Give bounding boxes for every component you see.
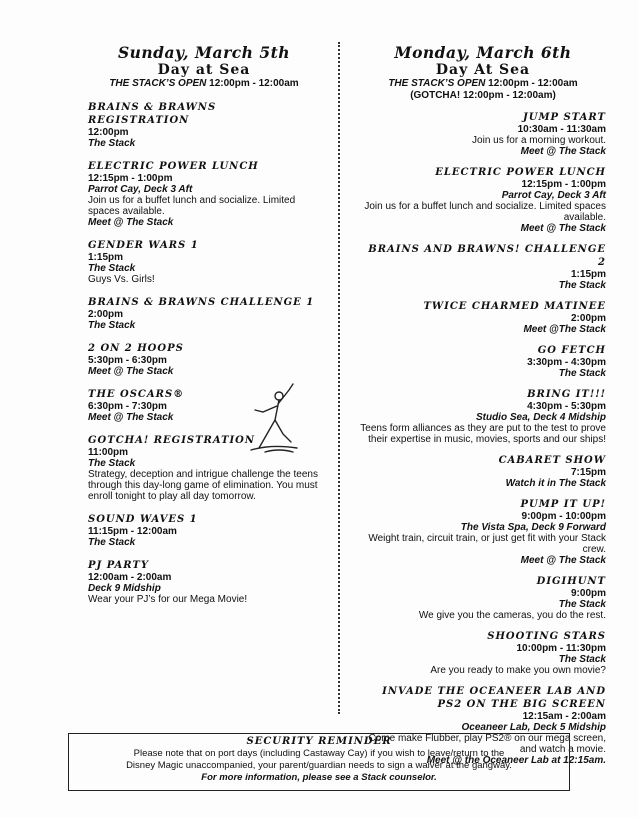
event-meeting-point: Meet @ the Oceaneer Lab at 12:15am. [426, 755, 606, 766]
event-item [88, 342, 320, 377]
monday-event-list [360, 111, 606, 766]
event-description: Strategy, deception and intrigue challenge the teens through this day-long game of elimination. You must enroll tonight to play all day tomorrow. [88, 469, 318, 502]
event-description: Come make Flubber, play PS2® on our mega screen, and watch a movie. [368, 733, 606, 755]
event-location: Watch it in The Stack [505, 478, 606, 489]
sunday-open-hours [88, 78, 320, 90]
dancer-illustration [245, 382, 309, 456]
event-location: The Stack [88, 320, 136, 331]
event-title: ELECTRIC POWER LUNCH [88, 161, 259, 172]
sunday-open-label: THE STACK’S OPEN [109, 78, 207, 89]
event-location: Parrot Cay, Deck 3 Aft [88, 184, 193, 195]
event-time: 1:15pm [88, 252, 124, 263]
event-description: Join us for a buffet lunch and socialize. Limited spaces available. [88, 195, 296, 217]
event-description: Weight train, circuit train, or just get fit with your Stack crew. [368, 533, 606, 555]
event-location: The Stack [88, 458, 136, 469]
event-location: The Stack [558, 280, 606, 291]
event-time: 12:15pm - 1:00pm [88, 173, 173, 184]
event-time: 6:30pm - 7:30pm [88, 401, 167, 412]
event-title: DIGIHUNT [536, 576, 606, 587]
event-location: The Stack [88, 263, 136, 274]
event-time: 9:00pm - 10:00pm [521, 511, 606, 522]
event-time: 2:00pm [570, 313, 606, 324]
event-meeting-point: Meet @ The Stack [520, 146, 606, 157]
event-description: Wear your PJ’s for our Mega Movie! [88, 594, 248, 605]
monday-open-hours [360, 78, 606, 90]
event-location: Meet @ The Stack [88, 366, 174, 377]
event-item [360, 630, 606, 676]
event-item [88, 513, 320, 548]
event-location: The Stack [558, 368, 606, 379]
event-title: BRAINS & BRAWNS REGISTRATION [88, 102, 217, 126]
event-title: SHOOTING STARS [487, 631, 606, 642]
security-reminder-box [68, 733, 570, 791]
column-divider [338, 42, 340, 714]
event-time: 3:30pm - 4:30pm [527, 357, 606, 368]
event-location: Studio Sea, Deck 4 Midship [475, 412, 606, 423]
security-title: SECURITY REMINDER [246, 736, 392, 747]
event-time: 4:30pm - 5:30pm [527, 401, 606, 412]
sunday-open-time: 12:00pm - 12:00am [209, 78, 299, 89]
event-title: INVADE THE OCEANEER LAB AND PS2 ON THE BIG SCREEN [382, 686, 606, 710]
event-meeting-point: Meet @ The Stack [520, 555, 606, 566]
sunday-event-list [88, 101, 320, 605]
monday-open-time: 12:00pm - 12:00am [488, 78, 578, 89]
event-location: The Stack [88, 537, 136, 548]
event-meeting-point: Meet @ The Stack [88, 217, 174, 228]
event-location: Meet @ The Stack [88, 412, 174, 423]
event-time: 10:00pm - 11:30pm [516, 643, 606, 654]
event-location: The Stack [558, 599, 606, 610]
event-location: Meet @The Stack [523, 324, 606, 335]
event-description: Teens form alliances as they are put to the test to prove their expertise in music, movies, sports and our ships! [360, 423, 606, 445]
sunday-title: Sunday, March 5th [117, 43, 291, 62]
event-item [360, 243, 606, 291]
event-item [88, 559, 320, 605]
event-item [88, 101, 320, 149]
event-item [360, 111, 606, 157]
event-item [360, 166, 606, 234]
event-location: The Stack [558, 654, 606, 665]
monday-subtitle: Day At Sea [435, 62, 531, 78]
event-title: PJ PARTY [88, 560, 149, 571]
event-time: 1:15pm [570, 269, 606, 280]
event-title: 2 ON 2 HOOPS [88, 343, 184, 354]
event-title: PUMP IT UP! [520, 499, 606, 510]
event-time: 12:15am - 2:00am [522, 711, 606, 722]
monday-gotcha-hours: (GOTCHA! 12:00pm - 12:00am) [410, 90, 556, 101]
event-title: SOUND WAVES 1 [88, 514, 198, 525]
event-title: CABARET SHOW [498, 455, 606, 466]
event-title: ELECTRIC POWER LUNCH [435, 167, 606, 178]
event-description: We give you the cameras, you do the rest. [418, 610, 606, 621]
event-title: BRAINS AND BRAWNS! CHALLENGE 2 [368, 244, 606, 268]
event-time: 11:15pm - 12:00am [88, 526, 177, 537]
security-line-1: Please note that on port days (including Castaway Cay) if you wish to leave/return to the [133, 748, 505, 759]
event-title: GENDER WARS 1 [88, 240, 199, 251]
event-title: JUMP START [523, 112, 606, 123]
event-time: 7:15pm [570, 467, 606, 478]
event-title: GOTCHA! REGISTRATION [88, 435, 256, 446]
event-description: Join us for a buffet lunch and socialize. Limited spaces available. [364, 201, 606, 223]
event-time: 10:30am - 11:30am [517, 124, 606, 135]
event-item [360, 498, 606, 566]
monday-open-label: THE STACK’S OPEN [388, 78, 486, 89]
event-item [360, 388, 606, 445]
event-description: Are you ready to make you own movie? [430, 665, 606, 676]
event-location: Parrot Cay, Deck 3 Aft [501, 190, 606, 201]
event-item [88, 160, 320, 228]
event-item [88, 239, 320, 285]
event-title: BRING IT!!! [527, 389, 606, 400]
event-meeting-point: Meet @ The Stack [520, 223, 606, 234]
event-location: Oceaneer Lab, Deck 5 Midship [461, 722, 606, 733]
event-location: The Stack [88, 138, 136, 149]
security-line-2: Disney Magic unaccompanied, your parent/guardian needs to sign a waiver at the gangway. [126, 760, 512, 771]
monday-column [360, 44, 606, 766]
event-item [360, 344, 606, 379]
event-location: The Vista Spa, Deck 9 Forward [460, 522, 606, 533]
event-time: 12:00pm [88, 127, 129, 138]
event-title: BRAINS & BRAWNS CHALLENGE 1 [88, 297, 315, 308]
event-title: THE OSCARS® [88, 389, 185, 400]
event-time: 12:00am - 2:00am [88, 572, 172, 583]
event-description: Join us for a morning workout. [472, 135, 606, 146]
sunday-subtitle: Day at Sea [157, 62, 251, 78]
event-title: TWICE CHARMED MATINEE [423, 301, 606, 312]
event-location: Deck 9 Midship [88, 583, 161, 594]
event-time: 12:15pm - 1:00pm [521, 179, 606, 190]
sunday-column [88, 44, 320, 605]
monday-title: Monday, March 6th [394, 43, 572, 62]
event-time: 11:00pm [88, 447, 129, 458]
security-line-3: For more information, please see a Stack counselor. [201, 772, 437, 783]
event-title: GO FETCH [537, 345, 606, 356]
event-item [360, 575, 606, 621]
event-time: 2:00pm [88, 309, 124, 320]
event-time: 5:30pm - 6:30pm [88, 355, 167, 366]
event-item [360, 300, 606, 335]
event-item [88, 296, 320, 331]
event-item [360, 454, 606, 489]
event-description: Guys Vs. Girls! [88, 274, 155, 285]
event-time: 9:00pm [570, 588, 606, 599]
